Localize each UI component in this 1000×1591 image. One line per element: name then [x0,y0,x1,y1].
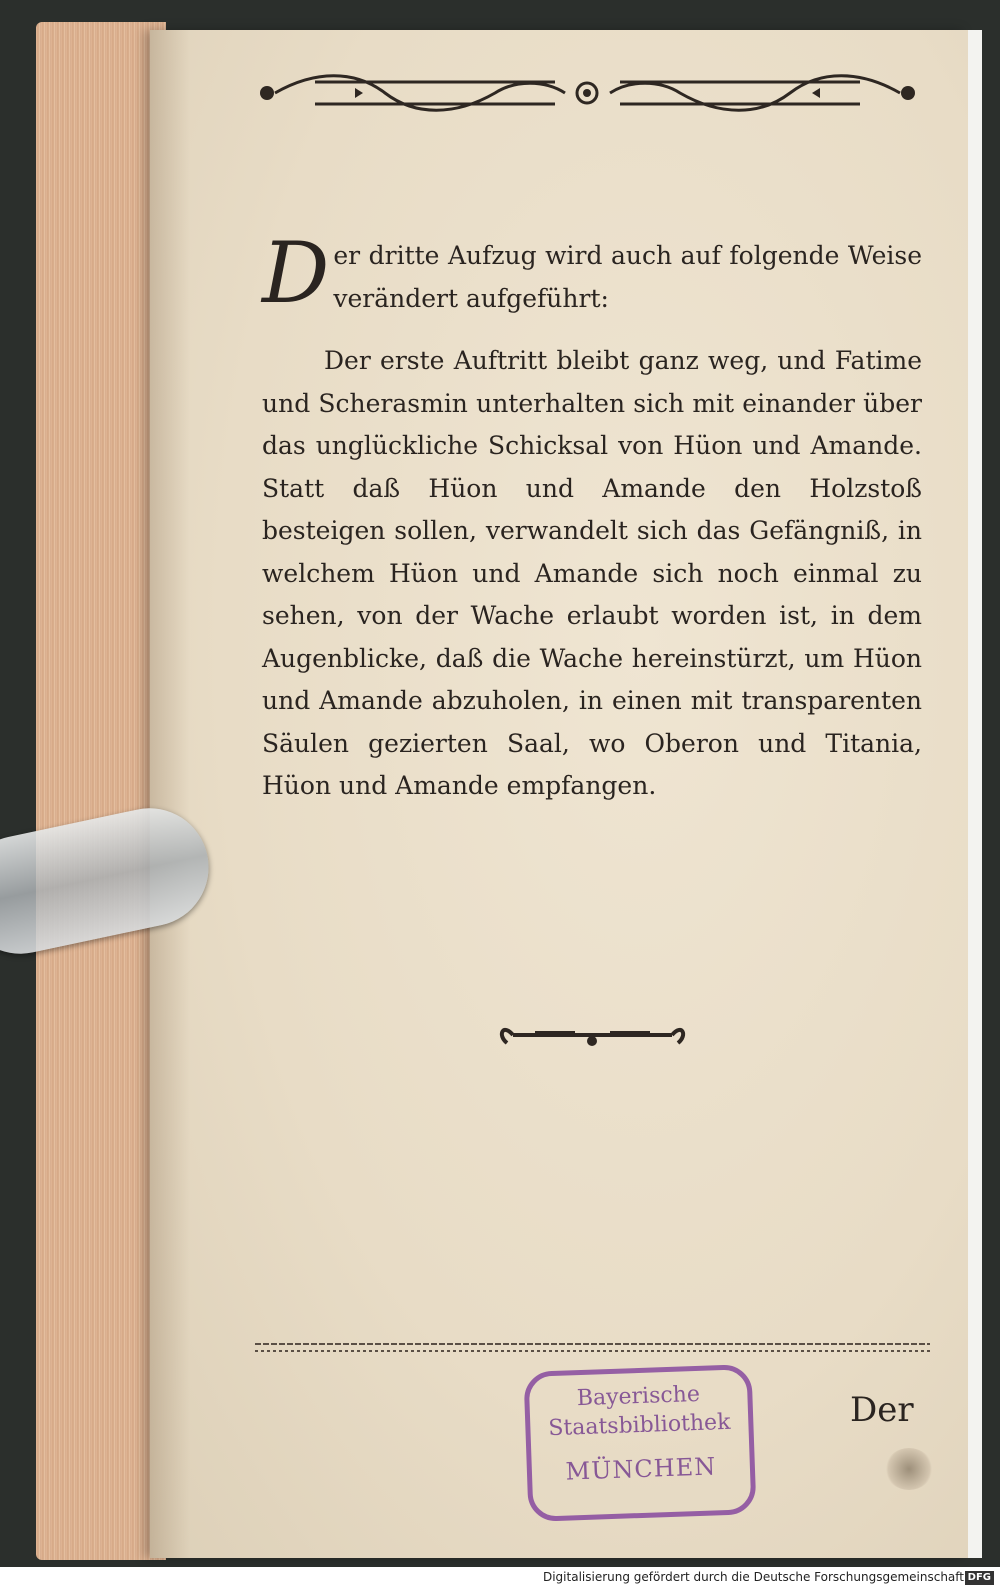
page-fold-shadow [150,30,190,1558]
library-stamp [523,1364,756,1522]
stamp-line-3: MÜNCHEN [565,1452,717,1486]
main-text [262,224,922,808]
floral-ribbon-ornament-icon [255,60,920,125]
paragraph-intro-text: er dritte Aufzug wird auch auf folgende Weise verändert aufgeführt: [333,241,922,313]
stamp-line-1: Bayerische [576,1381,701,1412]
footer-bar [0,1567,1000,1591]
scroll-divider-ornament-icon [495,1015,690,1055]
catchword: Der [850,1390,914,1430]
footer-credit: Digitalisierung gefördert durch die Deutsche Forschungsgemeinschaft [542,1570,964,1584]
paragraph-stage-directions: Der erste Auftritt bleibt ganz weg, und Fatime und Scherasmin unterhalten sich mit einander über das unglückliche Schicksal von Hüon und Amande. Statt daß Hüon und Amande den Holzstoß besteigen sollen, verwandelt sich das Gefängniß, in welchem Hüon und Amande sich noch einmal zu sehen, von der Wache erlaubt worden ist, in dem Augenblicke, daß die Wache hereinstürzt, um Hüon und Amande abzuholen, in einen mit transparenten Säulen gezierten Saal, wo Oberon und Titania, Hüon und Amande empfangen. [262,346,922,800]
next-page-edge [968,30,982,1558]
book-page-edges [36,22,166,1560]
paragraph-intro [262,224,922,322]
dfg-logo-icon: DFG [965,1571,994,1585]
stamp-line-2: Staatsbibliothek [547,1409,731,1442]
drop-cap: D [262,224,330,322]
bottom-rule-ornament [255,1340,930,1356]
ink-blot [885,1448,933,1490]
